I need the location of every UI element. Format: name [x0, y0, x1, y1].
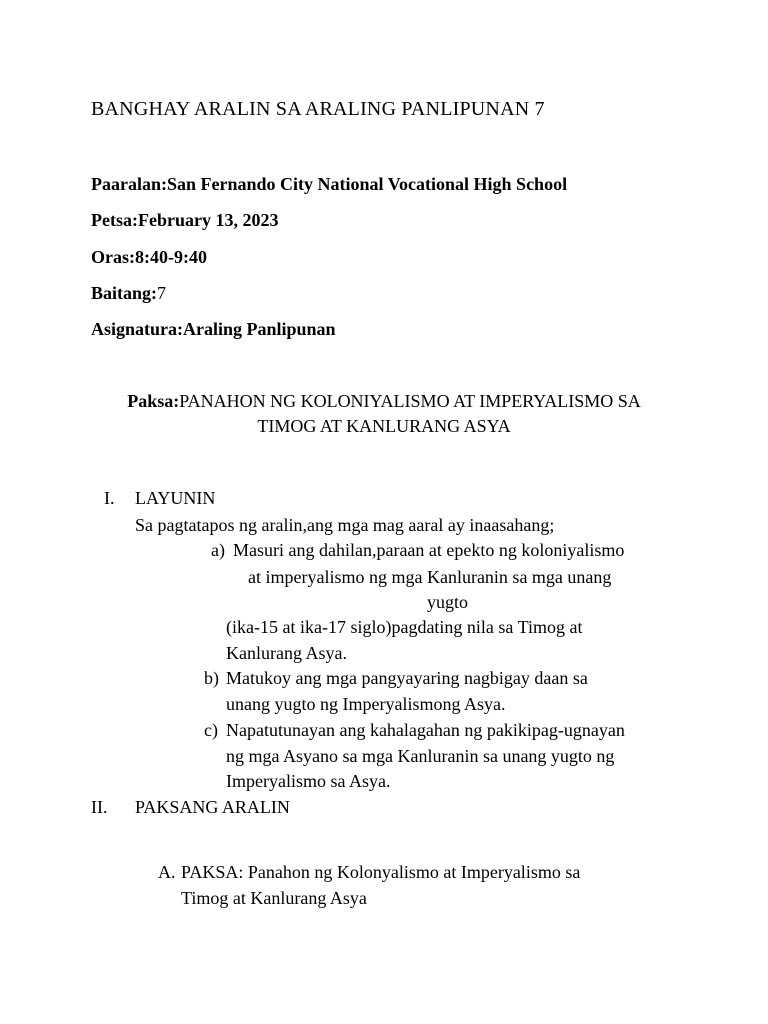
grade-value: 7: [157, 283, 167, 303]
grade-row: [91, 282, 166, 304]
topic-text-1: PANAHON NG KOLONIYALISMO AT IMPERYALISMO SA: [179, 391, 641, 411]
section-2-numeral: II.: [91, 797, 108, 817]
objective-c-line: Napatutunayan ang kahalagahan ng pakikipag-ugnayan: [226, 720, 625, 740]
section-1-numeral: I.: [104, 488, 115, 508]
objective-a-line: yugto: [427, 592, 469, 612]
objective-b-line: unang yugto ng Imperyalismong Asya.: [226, 694, 506, 714]
grade-label: Baitang:: [91, 283, 158, 303]
subject-value: Araling Panlipunan: [183, 319, 336, 339]
item-a-marker: A.: [158, 862, 176, 882]
item-a-line-2: Timog at Kanlurang Asya: [181, 888, 367, 908]
item-a-line-1: PAKSA: Panahon ng Kolonyalismo at Imperyalismo sa: [181, 862, 581, 882]
school-value: San Fernando City National Vocational High School: [167, 174, 568, 194]
section-1-heading: LAYUNIN: [135, 488, 216, 508]
time-row: [91, 246, 207, 268]
topic-line-1: [0, 390, 768, 412]
objective-c-line: Imperyalismo sa Asya.: [226, 771, 391, 791]
date-label: Petsa:: [91, 210, 138, 230]
subject-row: [91, 318, 336, 340]
objective-b-line: Matukoy ang mga pangyayaring nagbigay daan sa: [226, 668, 588, 688]
section-2-heading: PAKSANG ARALIN: [135, 797, 290, 817]
topic-line-2: TIMOG AT KANLURANG ASYA: [257, 416, 511, 436]
objective-c-marker: c): [204, 720, 218, 740]
time-label: Oras:: [91, 247, 135, 267]
objective-c-line: ng mga Asyano sa mga Kanluranin sa unang yugto ng: [226, 746, 615, 766]
objective-a-marker: a): [211, 540, 225, 560]
section-1-intro: Sa pagtatapos ng aralin,ang mga mag aaral ay inaasahang;: [135, 515, 555, 535]
school-row: [91, 173, 567, 195]
page-title: BANGHAY ARALIN SA ARALING PANLIPUNAN 7: [91, 98, 545, 120]
objective-b-marker: b): [204, 668, 219, 688]
objective-a-line: at imperyalismo ng mga Kanluranin sa mga unang: [248, 567, 612, 587]
date-value: February 13, 2023: [137, 210, 279, 230]
objective-a-line: (ika-15 at ika-17 siglo)pagdating nila sa Timog at: [226, 617, 583, 637]
subject-label: Asignatura:: [91, 319, 184, 339]
date-row: [91, 209, 278, 231]
objective-a-line: Masuri ang dahilan,paraan at epekto ng koloniyalismo: [233, 540, 625, 560]
objective-a-line: Kanlurang Asya.: [226, 643, 347, 663]
time-value: 8:40-9:40: [135, 247, 207, 267]
school-label: Paaralan:: [91, 174, 167, 194]
topic-label: Paksa:: [127, 391, 180, 411]
